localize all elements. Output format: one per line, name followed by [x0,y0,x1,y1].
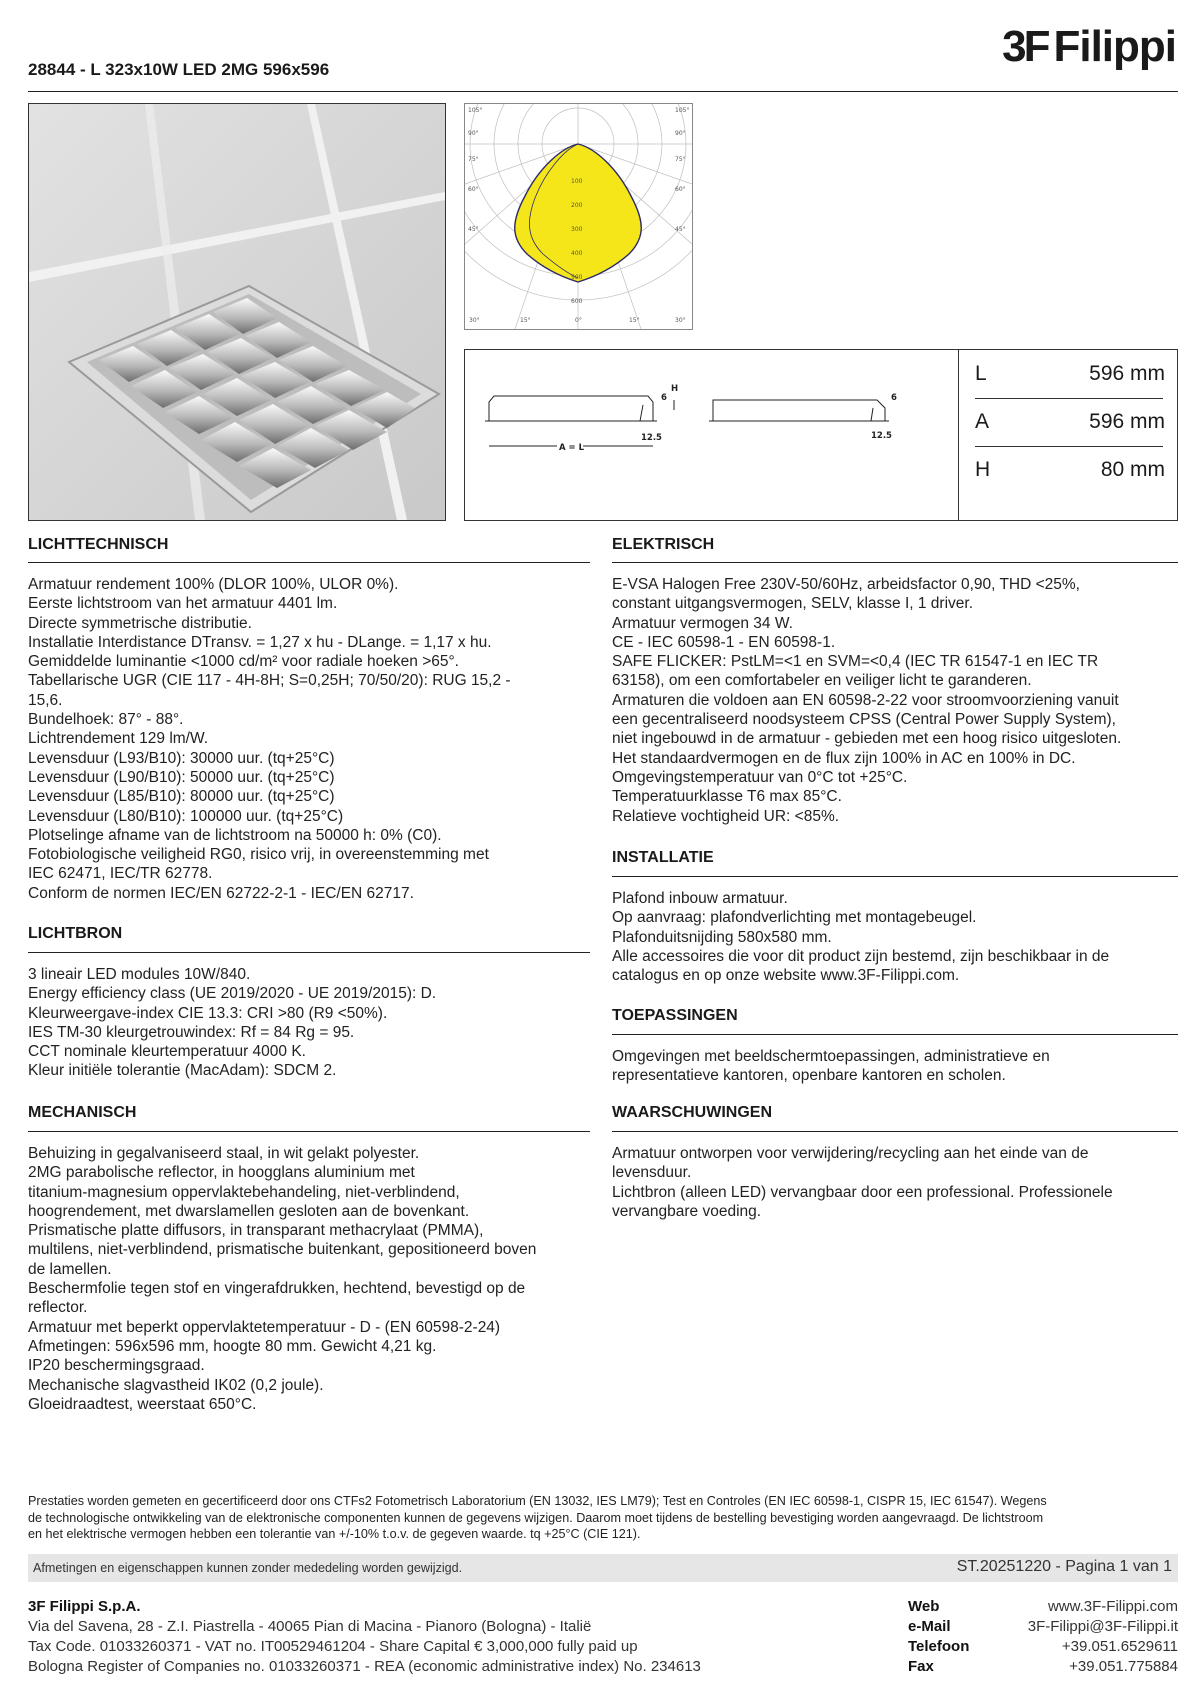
text-line: Lichtbron (alleen LED) vervangbaar door een professional. Professionele [612,1183,1113,1201]
text-line: Directe symmetrische distributie. [28,614,252,632]
text-line: IES TM-30 kleurgetrouwindex: Rf = 84 Rg = 95. [28,1023,355,1041]
polar-radial-2: 200 [571,202,583,209]
product-photo [28,103,446,521]
section-divider [28,1131,590,1132]
text-line: catalogus en op onze website www.3F-Filippi.com. [612,967,960,985]
text-line: SAFE FLICKER: PstLM=<1 en SVM=<0,4 (IEC TR 61547-1 en IEC TR [612,653,1099,671]
dimension-drawing [465,350,959,520]
text-line: niet ingebouwd in de armatuur - gebieden met een hoog risico uitgesloten. [612,730,1122,748]
dim-row-label: L [975,362,987,385]
section-body-mechanisch [28,1144,590,1414]
text-line: Plafond inbouw armatuur. [612,890,788,907]
document-reference: ST.20251220 - Pagina 1 van 1 [956,1558,1172,1575]
text-line: Temperatuurklasse T6 max 85°C. [612,788,842,806]
polar-angle-right-4: 60° [675,186,686,193]
text-line: IEC 62471, IEC/TR 62778. [28,865,213,883]
section-divider [612,876,1178,877]
brand-logo [1002,22,1176,72]
text-line: Installatie Interdistance DTransv. = 1,27 x hu - DLange. = 1,17 x hu. [28,633,492,651]
text-line: Levensduur (L90/B10): 50000 uur. (tq+25°C) [28,768,335,786]
text-line: Plotselinge afname van de lichtstroom na 50000 h: 0% (C0). [28,826,442,844]
section-body-waarschuwingen [612,1144,1178,1221]
section-title-lichttechnisch: LICHTTECHNISCH [28,536,169,553]
text-line: Op aanvraag: plafondverlichting met montagebeugel. [612,909,977,927]
contact-label: Fax [908,1658,934,1675]
text-line: CE - IEC 60598-1 - EN 60598-1. [612,633,836,651]
text-line: Eerste lichtstroom van het armatuur 4401 lm. [28,595,338,613]
contact-row-phone [908,1637,1178,1657]
text-line: Armatuur rendement 100% (DLOR 100%, ULOR 0%). [28,576,399,593]
text-line: Conform de normen IEC/EN 62722-2-1 - IEC/EN 62717. [28,884,414,902]
dim-label-6-right: 6 [891,393,897,403]
dimensions-panel [464,349,1178,521]
polar-angle-right-3: 75° [675,156,686,163]
text-line: Gemiddelde luminantie <1000 cd/m² voor radiale hoeken >65°. [28,653,459,671]
text-line: Behuizing in gegalvaniseerd staal, in wit gelakt polyester. [28,1145,420,1162]
fax-number: +39.051.775884 [1069,1658,1178,1675]
section-body-lichtbron [28,965,590,1081]
text-line: Omgevingen met beeldschermtoepassingen, administratieve en [612,1048,1050,1065]
dim-row-width [975,402,1165,442]
text-line: Levensduur (L85/B10): 80000 uur. (tq+25°C) [28,788,335,806]
contact-row-email [908,1617,1178,1637]
dim-row-value: 80 mm [1100,458,1165,481]
polar-radial-6: 600 [571,298,583,305]
text-line: Fotobiologische veiligheid RG0, risico vrij, in overeenstemming met [28,846,489,864]
polar-diagram-svg [465,104,692,329]
polar-angle-bottom-1: 30° [469,317,480,324]
contact-label: Web [908,1598,940,1615]
text-line: Afmetingen: 596x596 mm, hoogte 80 mm. Gewicht 4,21 kg. [28,1337,437,1355]
dim-row-divider [975,398,1163,399]
polar-angle-left-3: 75° [468,156,479,163]
dim-label-offset-left: 12.5 [641,433,662,443]
text-line: Prestaties worden gemeten en gecertificeerd door ons CTFs2 Fotometrisch Laboratorium (EN 13032, IES LM79); Test en Controles (EN IEC 60598-1, CISPR 15, IEC 61547). Wegens [28,1494,1047,1508]
polar-angle-right-2: 90° [675,130,686,137]
logo-text: Filippi [1053,22,1176,71]
text-line: de lamellen. [28,1260,112,1278]
dim-row-divider [975,446,1163,447]
text-line: Armatuur ontworpen voor verwijdering/recycling aan het einde van de [612,1145,1089,1162]
polar-angle-right-1: 105° [675,107,690,114]
header-divider [28,91,1178,92]
text-line: 15,6. [28,691,63,709]
phone-number: +39.051.6529611 [1061,1638,1178,1655]
text-line: Alle accessoires die voor dit product zijn bestemd, zijn beschikbaar in de [612,947,1110,965]
polar-angle-left-1: 105° [468,107,483,114]
text-line: Levensduur (L93/B10): 30000 uur. (tq+25°C) [28,749,335,767]
contact-row-web [908,1597,1178,1617]
company-name: 3F Filippi S.p.A. [28,1598,141,1615]
polar-angle-left-2: 90° [468,130,479,137]
section-title-installatie: INSTALLATIE [612,849,714,866]
text-line: Gloeidraadtest, weerstaat 650°C. [28,1395,257,1413]
text-line: een gecentraliseerd noodsysteem CPSS (Central Power Supply System), [612,711,1116,729]
contact-row-fax [908,1657,1178,1677]
luminaire-photo-illustration [29,104,445,520]
text-line: titanium-magnesium oppervlaktebehandeling, niet-verblindend, [28,1183,460,1201]
polar-radial-3: 300 [571,226,583,233]
text-line: representatieve kantoren, openbare kantoren en scholen. [612,1067,1006,1085]
text-line: Relatieve vochtigheid UR: <85%. [612,807,840,825]
text-line: Armatuur met beperkt oppervlaktetemperatuur - D - (EN 60598-2-24) [28,1318,501,1336]
product-title: 28844 - L 323x10W LED 2MG 596x596 [28,60,330,79]
text-line: hoogrendement, met dwarslamellen gesloten aan de bovenkant. [28,1202,470,1220]
text-line: IP20 beschermingsgraad. [28,1357,205,1375]
polar-light-distribution-diagram [464,103,693,330]
text-line: Lichtrendement 129 lm/W. [28,730,209,748]
section-title-lichtbron: LICHTBRON [28,925,123,942]
text-line: Prismatische platte diffusors, in transparant methacrylaat (PMMA), [28,1222,484,1240]
text-line: Armaturen die voldoen aan EN 60598-2-22 voor stroomvoorziening vanuit [612,691,1119,709]
polar-angle-bottom-2: 15° [520,317,531,324]
polar-angle-right-5: 45° [675,226,686,233]
section-divider [612,1034,1178,1035]
company-register: Bologna Register of Companies no. 01033260371 - REA (economic administrative index) No. 234613 [28,1658,701,1675]
dim-row-label: H [975,458,991,481]
dim-row-length [975,354,1165,394]
section-divider [612,562,1178,563]
text-line: CCT nominale kleurtemperatuur 4000 K. [28,1043,306,1061]
text-line: E-VSA Halogen Free 230V-50/60Hz, arbeidsfactor 0,90, THD <25%, [612,576,1080,593]
text-line: multilens, niet-verblindend, prismatische buitenkant, gepositioneerd boven [28,1241,537,1259]
footnote [28,1493,1178,1543]
text-line: Tabellarische UGR (CIE 117 - 4H-8H; S=0,25H; 70/50/20): RUG 15,2 - [28,672,511,690]
text-line: Energy efficiency class (UE 2019/2020 - UE 2019/2015): D. [28,985,437,1003]
text-line: Armatuur vermogen 34 W. [612,614,793,632]
section-divider [28,562,590,563]
text-line: levensduur. [612,1164,692,1182]
polar-angle-bottom-5: 30° [675,317,686,324]
dim-label-offset-right: 12.5 [871,431,892,441]
text-line: 63158), om een comfortabeler en veiliger licht te garanderen. [612,672,1032,690]
section-body-installatie [612,889,1178,985]
website-link[interactable]: www.3F-Filippi.com [1047,1598,1178,1615]
text-line: de technologische ontwikkeling van de elektronische componenten kunnen de gegevens wijzigen. Daarom moet tijdens de bestelling bevestiging worden aangevraagd. De lichtstroom [28,1510,1044,1525]
text-line: reflector. [28,1299,88,1317]
text-line: Het standaardvermogen en de flux zijn 100% in AC en 100% in DC. [612,749,1076,767]
section-title-toepassingen: TOEPASSINGEN [612,1007,738,1024]
logo-mark: 3F [1002,22,1048,71]
text-line: Plafonduitsnijding 580x580 mm. [612,928,832,946]
text-line: Levensduur (L80/B10): 100000 uur. (tq+25°C) [28,807,344,825]
polar-radial-1: 100 [571,178,583,185]
section-title-elektrisch: ELEKTRISCH [612,536,715,553]
footer-disclaimer: Afmetingen en eigenschappen kunnen zonder mededeling worden gewijzigd. [33,1561,463,1575]
dim-row-value: 596 mm [1089,362,1165,385]
section-body-toepassingen [612,1047,1178,1086]
dimension-drawing-svg [465,350,958,520]
contact-label: e-Mail [908,1618,951,1635]
dim-label-a-equals-l: A = L [559,443,585,453]
polar-curve [515,144,642,282]
section-title-mechanisch: MECHANISCH [28,1104,137,1121]
text-line: Bundelhoek: 87° - 88°. [28,711,184,729]
dim-label-h: H [671,384,679,394]
text-line: 2MG parabolische reflector, in hoogglans aluminium met [28,1164,415,1182]
dim-row-label: A [975,410,990,433]
text-line: vervangbare voeding. [612,1202,762,1220]
company-info [28,1597,701,1677]
text-line: Kleurweergave-index CIE 13.3: CRI >80 (R9 <50%). [28,1004,388,1022]
section-title-waarschuwingen: WAARSCHUWINGEN [612,1104,772,1121]
polar-angle-bottom-3: 0° [575,317,582,324]
section-body-lichttechnisch [28,575,590,903]
text-line: Omgevingstemperatuur van 0°C tot +25°C. [612,768,908,786]
section-divider [28,952,590,953]
polar-angle-left-4: 60° [468,186,479,193]
email-link[interactable]: 3F-Filippi@3F-Filippi.it [1027,1618,1178,1635]
text-line: Beschermfolie tegen stof en vingerafdrukken, hechtend, bevestigd op de [28,1280,526,1298]
polar-radial-4: 400 [571,250,583,257]
text-line: Kleur initiële tolerantie (MacAdam): SDCM 2. [28,1062,337,1080]
polar-radial-5: 500 [571,274,583,281]
section-body-elektrisch [612,575,1178,826]
polar-angle-left-5: 45° [468,226,479,233]
text-line: 3 lineair LED modules 10W/840. [28,966,251,983]
company-tax: Tax Code. 01033260371 - VAT no. IT00529461204 - Share Capital € 3,000,000 fully paid up [28,1638,638,1655]
dim-row-height [975,450,1165,490]
text-line: en het elektrische vermogen hebben een tolerantie van +/-10% t.o.v. de gegeven waarde. tq +25°C (CIE 121). [28,1527,641,1542]
dim-row-value: 596 mm [1089,410,1165,433]
polar-angle-bottom-4: 15° [629,317,640,324]
contact-label: Telefoon [908,1638,970,1655]
section-divider [612,1131,1178,1132]
company-address: Via del Savena, 28 - Z.I. Piastrella - 40065 Pian di Macina - Pianoro (Bologna) - Italië [28,1618,592,1635]
contact-info [908,1597,1178,1677]
text-line: Mechanische slagvastheid IK02 (0,2 joule). [28,1376,324,1394]
dim-label-6-left: 6 [661,393,667,403]
text-line: constant uitgangsvermogen, SELV, klasse I, 1 driver. [612,595,974,613]
